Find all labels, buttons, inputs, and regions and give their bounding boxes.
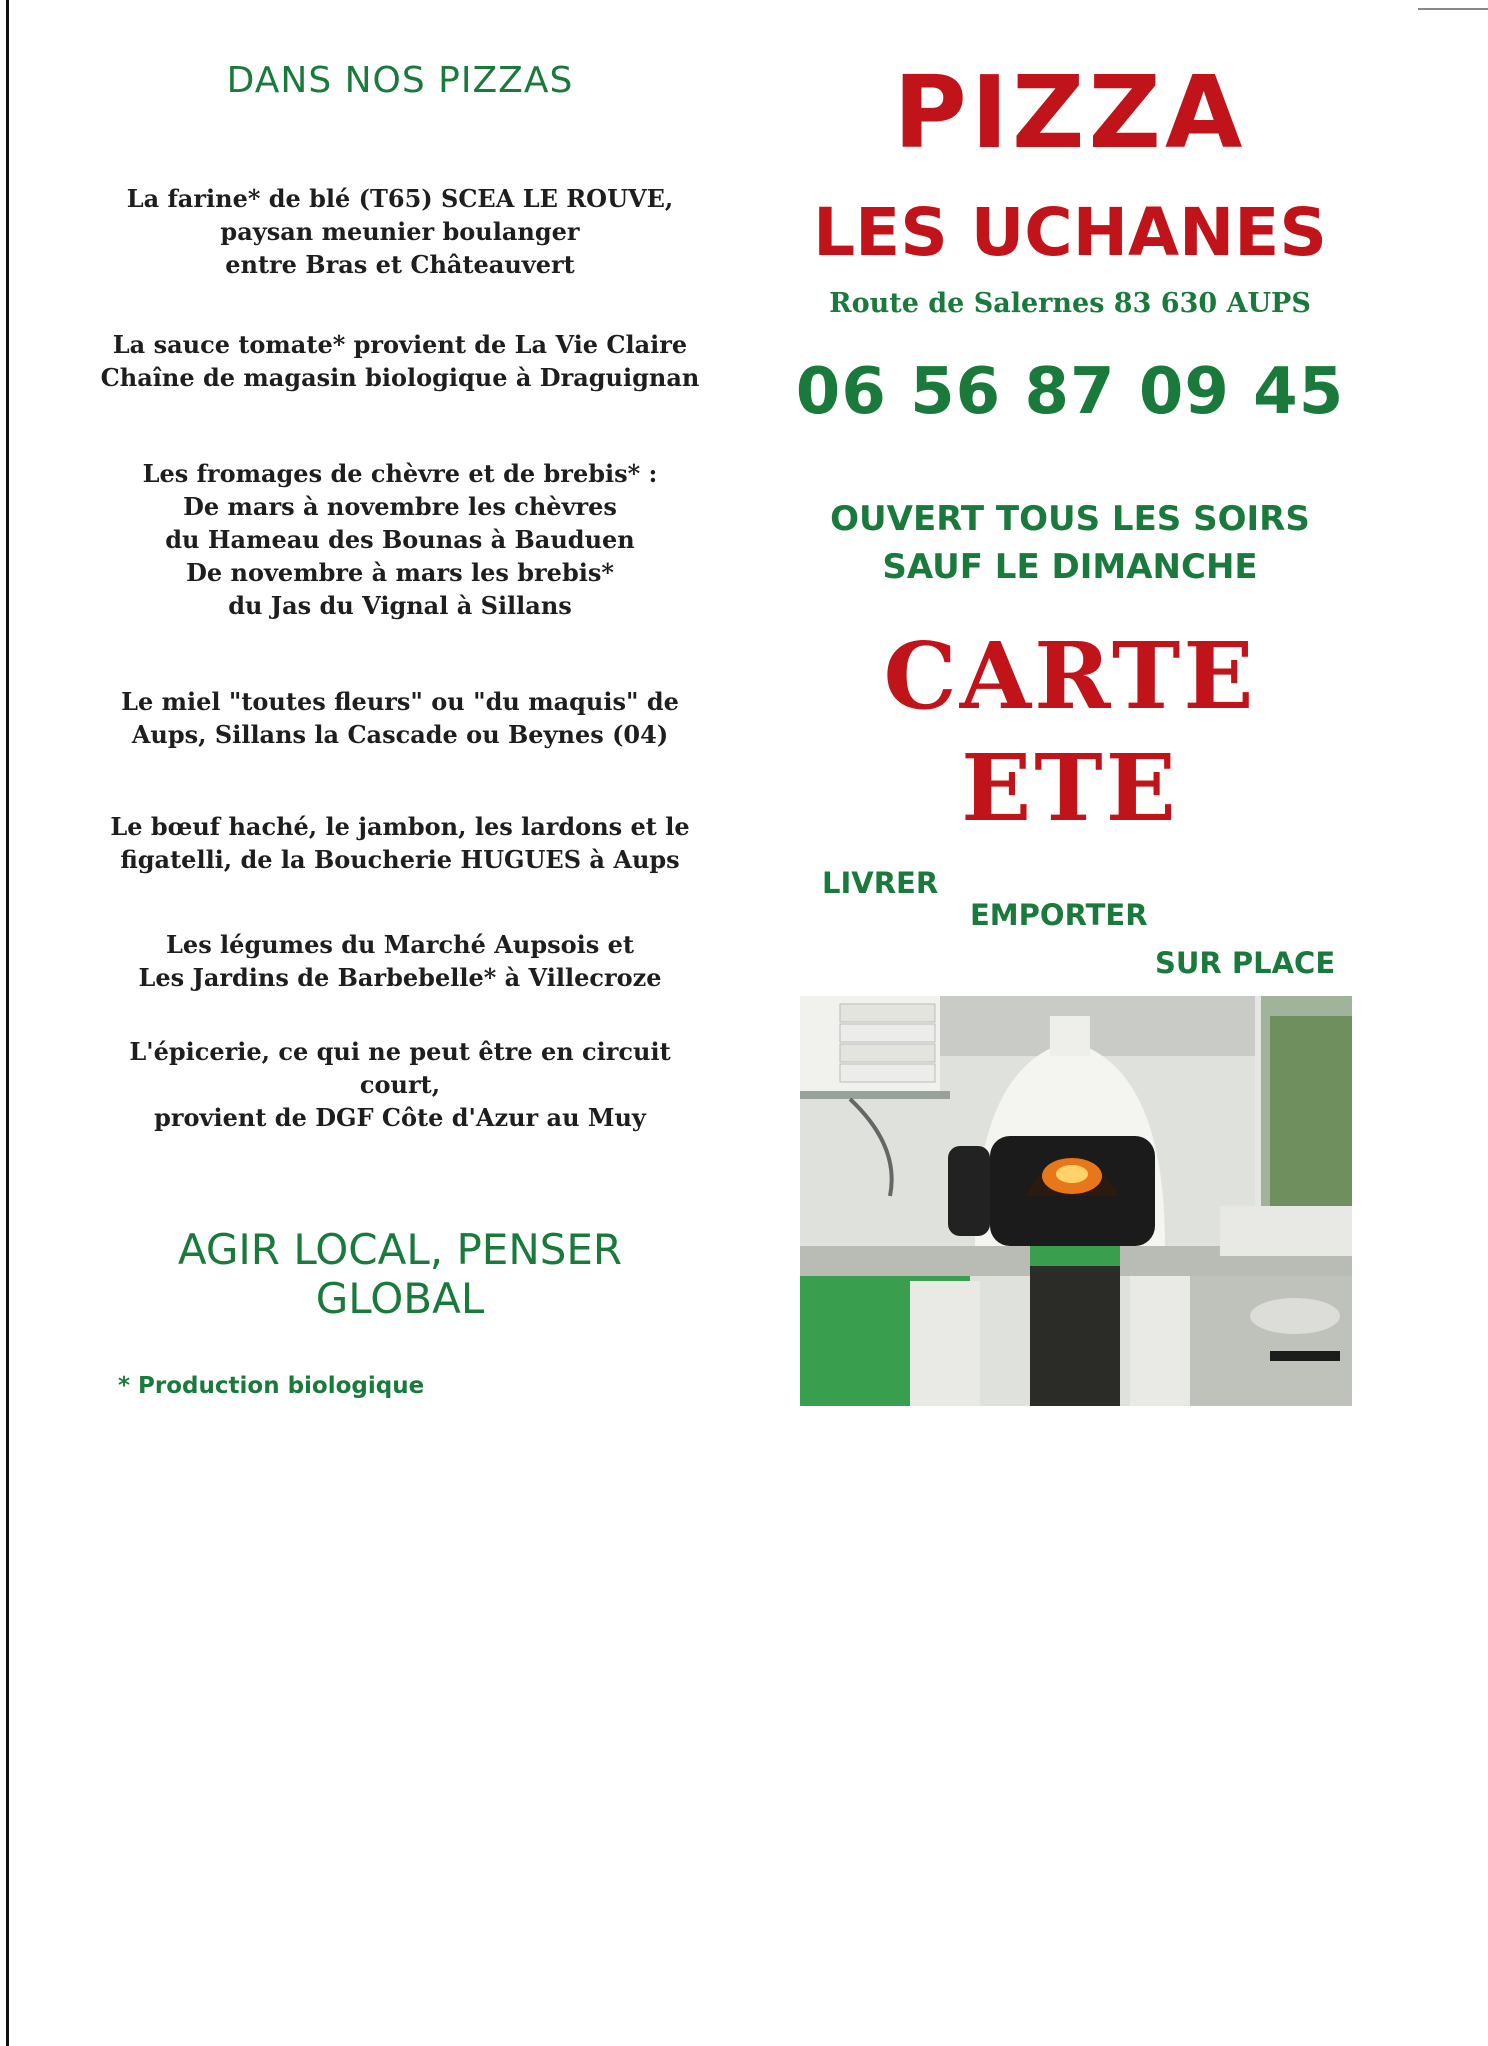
footnote: * Production biologique bbox=[118, 1373, 425, 1399]
paragraph-line: entre Bras et Châteauvert bbox=[225, 250, 575, 279]
paragraph-cheese bbox=[100, 457, 700, 622]
ingredients-column bbox=[100, 60, 700, 1323]
paragraph-line: du Hameau des Bounas à Bauduen bbox=[165, 525, 635, 554]
page-left-border bbox=[6, 0, 9, 2046]
paragraph-grocery bbox=[100, 1035, 700, 1134]
service-takeaway: EMPORTER bbox=[970, 898, 1148, 932]
paragraph-meat bbox=[100, 810, 700, 876]
opening-hours bbox=[760, 495, 1380, 591]
paragraph-line: L'épicerie, ce qui ne peut être en circuit court, bbox=[129, 1037, 671, 1099]
title-pizza: PIZZA bbox=[893, 54, 1247, 171]
paragraph-line: De mars à novembre les chèvres bbox=[183, 492, 617, 521]
menu-title bbox=[760, 620, 1380, 844]
slogan: AGIR LOCAL, PENSER GLOBAL bbox=[177, 1225, 623, 1323]
menu-title-line: CARTE bbox=[883, 622, 1257, 730]
paragraph-line: paysan meunier boulanger bbox=[220, 217, 580, 246]
hours-line: SAUF LE DIMANCHE bbox=[882, 547, 1258, 587]
phone-number: 06 56 87 09 45 bbox=[795, 355, 1345, 429]
paragraph-line: La sauce tomate* provient de La Vie Claire bbox=[112, 330, 688, 359]
paragraph-line: Les fromages de chèvre et de brebis* : bbox=[142, 459, 658, 488]
paragraph-line: Le miel "toutes fleurs" ou "du maquis" de bbox=[121, 687, 679, 716]
paragraph-line: La farine* de blé (T65) SCEA LE ROUVE, bbox=[126, 184, 674, 213]
title-restaurant: LES UCHANES bbox=[813, 194, 1327, 271]
paragraph-line: De novembre à mars les brebis* bbox=[186, 558, 614, 587]
paragraph-line: figatelli, de la Boucherie HUGUES à Aups bbox=[120, 845, 680, 874]
paragraph-line: Aups, Sillans la Cascade ou Beynes (04) bbox=[131, 720, 669, 749]
paragraph-vegetables bbox=[100, 928, 700, 994]
paragraph-line: provient de DGF Côte d'Azur au Muy bbox=[154, 1103, 646, 1132]
hours-line: OUVERT TOUS LES SOIRS bbox=[830, 499, 1310, 539]
paragraph-flour bbox=[100, 182, 700, 281]
ingredients-heading: DANS NOS PIZZAS bbox=[226, 60, 574, 101]
service-delivery: LIVRER bbox=[822, 866, 939, 900]
paragraph-honey bbox=[100, 685, 700, 751]
pizza-oven-illustration bbox=[800, 996, 1352, 1406]
paragraph-line: Le bœuf haché, le jambon, les lardons et le bbox=[110, 812, 690, 841]
corner-line bbox=[1418, 8, 1488, 10]
paragraph-tomato bbox=[100, 328, 700, 394]
service-dine-in: SUR PLACE bbox=[1155, 946, 1336, 980]
paragraph-line: Les légumes du Marché Aupsois et bbox=[166, 930, 634, 959]
pizza-oven-photo bbox=[800, 996, 1352, 1406]
paragraph-line: Chaîne de magasin biologique à Draguignan bbox=[100, 363, 700, 392]
menu-title-line: ETE bbox=[961, 734, 1179, 842]
paragraph-line: Les Jardins de Barbebelle* à Villecroze bbox=[138, 963, 662, 992]
address: Route de Salernes 83 630 AUPS bbox=[829, 288, 1311, 319]
paragraph-line: du Jas du Vignal à Sillans bbox=[228, 591, 572, 620]
